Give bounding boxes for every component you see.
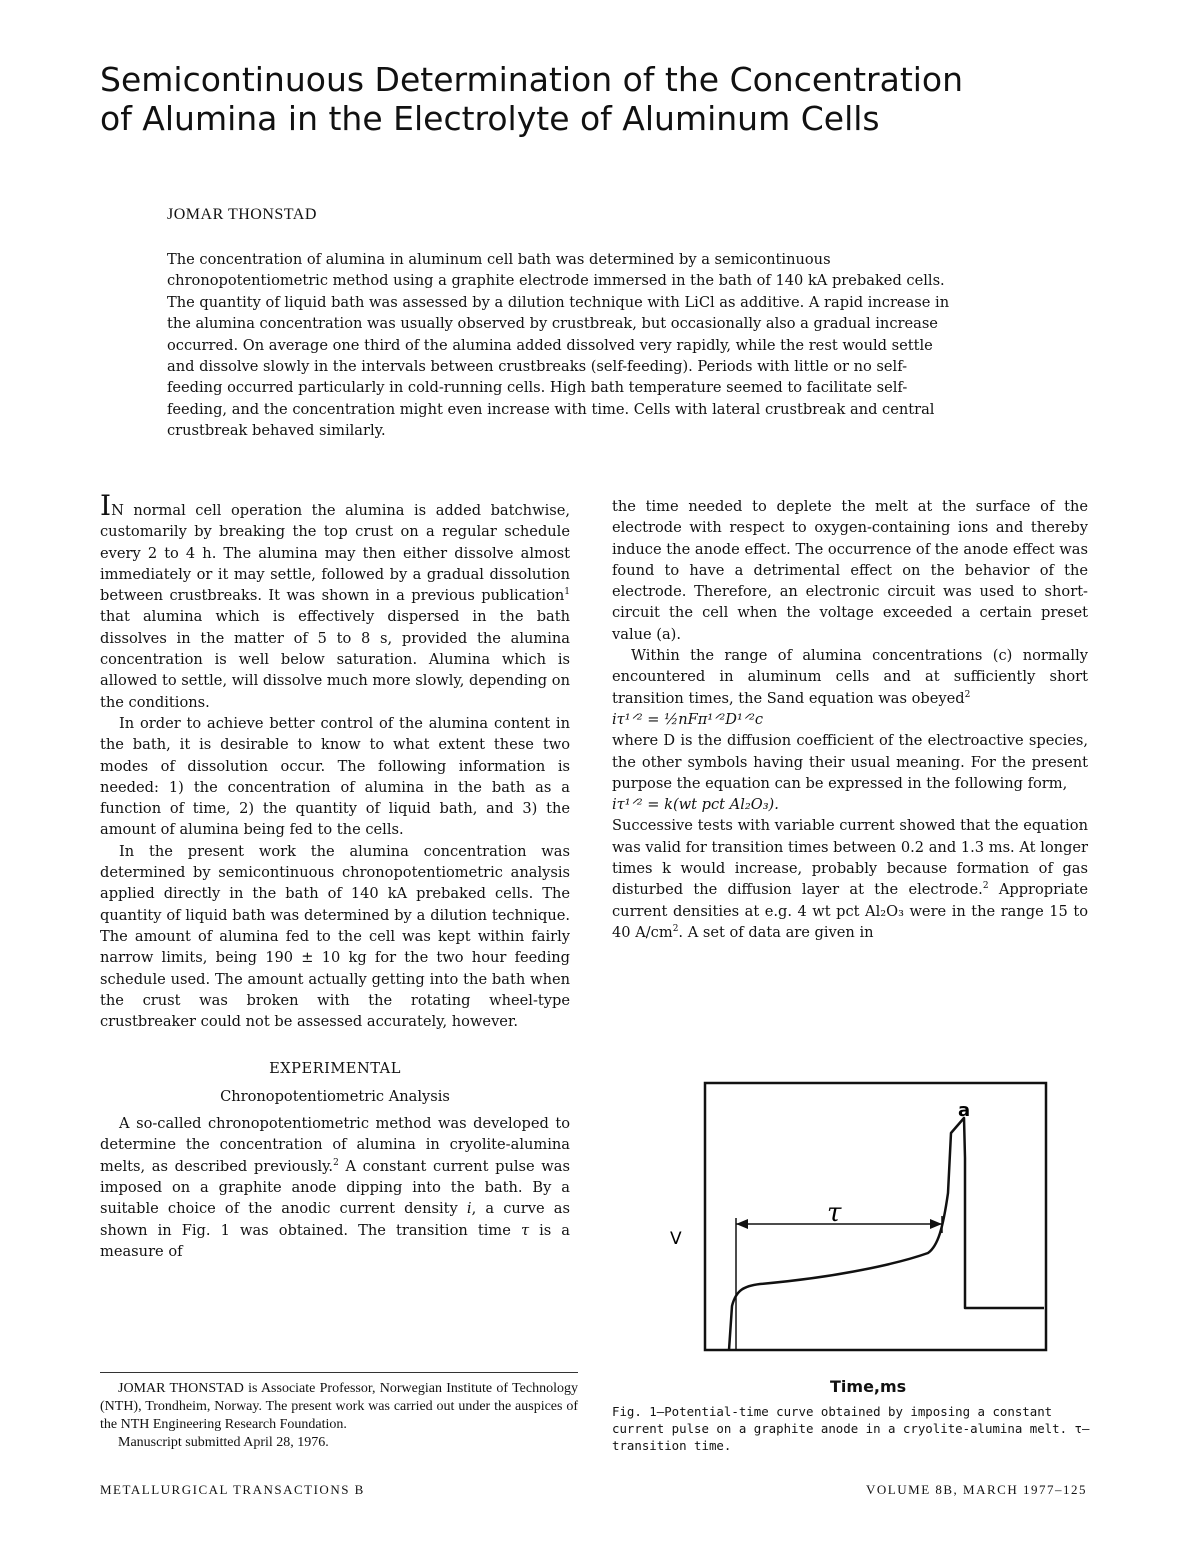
footnote-affiliation: JOMAR THONSTAD is Associate Professor, Norwegian Institute of Technology (NTH), Trondheim, Norway. The present work was carried out under the auspices of the NTH Engineering Research Foundation. (100, 1381, 578, 1432)
volume-page: VOLUME 8B, MARCH 1977–125 (866, 1482, 1087, 1497)
citation-ref: 2 (333, 1157, 339, 1168)
simplified-equation: iτ¹ᐟ² = k(wt pct Al₂O₃). (612, 796, 779, 814)
right-paragraph-4: Successive tests with variable current showed that the equation was valid for transition times between 0.2 and 1.3 ms. At longer times k would increase, probably because formation of gas disturbed the diffusion layer at the electrode.$^2$ Appropriate current densities at e.g. 4 wt pct Al₂O₃ were in the range 15 to 40 $A/cm^2$. A set of data are given in (612, 817, 1088, 941)
right-paragraph-2: Within the range of alumina concentrations (c) normally encountered in aluminum cells and at sufficiently short transition times, the Sand equation was obeyed$^2$ (612, 647, 1088, 707)
anode-effect-label: a (958, 1100, 971, 1121)
paper-title: Semicontinuous Determination of the Concentration of Alumina in the Electrolyte of Aluminum Cells (100, 60, 964, 138)
figure-caption: Fig. 1—Potential-time curve obtained by imposing a constant current pulse on a graphite anode in a cryolite-alumina melt. τ—transition time. (612, 1404, 1090, 1453)
intro-paragraph-3: In the present work the alumina concentration was determined by semicontinuous chronopotentiometric analysis applied directly in the bath of 140 kA prebaked cells. The quantity of liquid bath was determined by a dilution technique. The amount of alumina fed to the cell was kept within fairly narrow limits, being 190 ± 10 kg for the two hour feeding schedule used. The amount actually getting into the bath when the crust was broken with the rotating wheel-type crustbreaker could not be assessed accurately, however. (100, 842, 570, 1031)
citation-ref: 1 (564, 587, 570, 598)
method-paragraph: A so-called chronopotentiometric method was developed to determine the concentration of alumina in cryolite-alumina melts, as described previously.$^2$ A constant current pulse was imposed on a graphite anode dipping into the bath. By a suitable choice of the anodic current density i, a curve as shown in Fig. 1 was obtained. The transition time τ is a measure of (100, 1115, 571, 1260)
abstract: The concentration of alumina in aluminum cell bath was determined by a semicontinuous chronopotentiometric method using a graphite electrode immersed in the bath of 140 kA prebaked cells. The quantity of liquid bath was assessed by a dilution technique with LiCl as additive. A rapid increase in the alumina concentration was usually observed by crustbreak, but occasionally also a gradual increase occurred. On average one third of the alumina added dissolved very rapidly, while the rest would settle and dissolve slowly in the intervals between crustbreaks (self-feeding). Periods with little or no self-feeding occurred particularly in cold-running cells. High bath temperature seemed to facilitate self-feeding, and the concentration might even increase with time. Cells with lateral crustbreak and central crustbreak behaved similarly. (167, 251, 950, 440)
tau-arrow-head-left (736, 1219, 748, 1229)
y-axis-label: V (670, 1229, 682, 1249)
author-name: JOMAR THONSTAD (167, 206, 317, 223)
right-column (612, 496, 1088, 943)
drop-cap: I (100, 489, 112, 522)
subsection-heading: Chronopotentiometric Analysis (220, 1087, 450, 1105)
citation-ref: 2 (964, 689, 971, 700)
citation-ref: 2 (982, 881, 989, 892)
intro-paragraph-1: IN normal cell operation the alumina is added batchwise, customarily by breaking the top crust on a regular schedule every 2 to 4 h. The alumina may then either dissolve almost immediately or it may settle, followed by a gradual dissolution between crustbreaks. It was shown in a previous publication$^1$ that alumina which is effectively dispersed in the bath dissolves in the matter of 5 to 8 s, provided the alumina concentration is well below saturation. Alumina which is allowed to settle, will dissolve much more slowly, depending on the conditions. (100, 489, 570, 711)
sand-equation: iτ¹ᐟ² = ½nFπ¹ᐟ²D¹ᐟ²c (612, 710, 764, 728)
footnote-submission: Manuscript submitted April 28, 1976. (118, 1435, 329, 1450)
potential-time-curve (729, 1118, 1044, 1350)
x-axis-label: Time,ms (830, 1377, 907, 1396)
right-paragraph-1: the time needed to deplete the melt at the surface of the electrode with respect to oxygen-containing ions and thereby induce the anode effect. The occurrence of the anode effect was found to have a detrimental effect on the behavior of the electrode. Therefore, an electronic circuit was used to short-circuit the cell when the voltage exceeded a certain preset value (a). (612, 498, 1088, 643)
right-paragraph-3: where D is the diffusion coefficient of the electroactive species, the other symbols having their usual meaning. For the present purpose the equation can be expressed in the following form, (612, 732, 1088, 792)
footnote-divider (100, 1372, 578, 1373)
tau-arrow-head-right (930, 1219, 942, 1229)
author-footnote (100, 1380, 578, 1452)
figure-1-plot (660, 1078, 1070, 1378)
transition-time-label: τ (827, 1198, 842, 1228)
journal-name: METALLURGICAL TRANSACTIONS B (100, 1482, 365, 1497)
intro-paragraph-2: In order to achieve better control of the alumina content in the bath, it is desirable to know to what extent these two modes of dissolution occur. The following information is needed: 1) the concentration of alumina in the bath as a function of time, 2) the quantity of liquid bath, and 3) the amount of alumina being fed to the cells. (100, 714, 570, 839)
left-column (100, 489, 571, 1262)
plot-frame (705, 1083, 1046, 1350)
section-heading: EXPERIMENTAL (269, 1060, 401, 1078)
